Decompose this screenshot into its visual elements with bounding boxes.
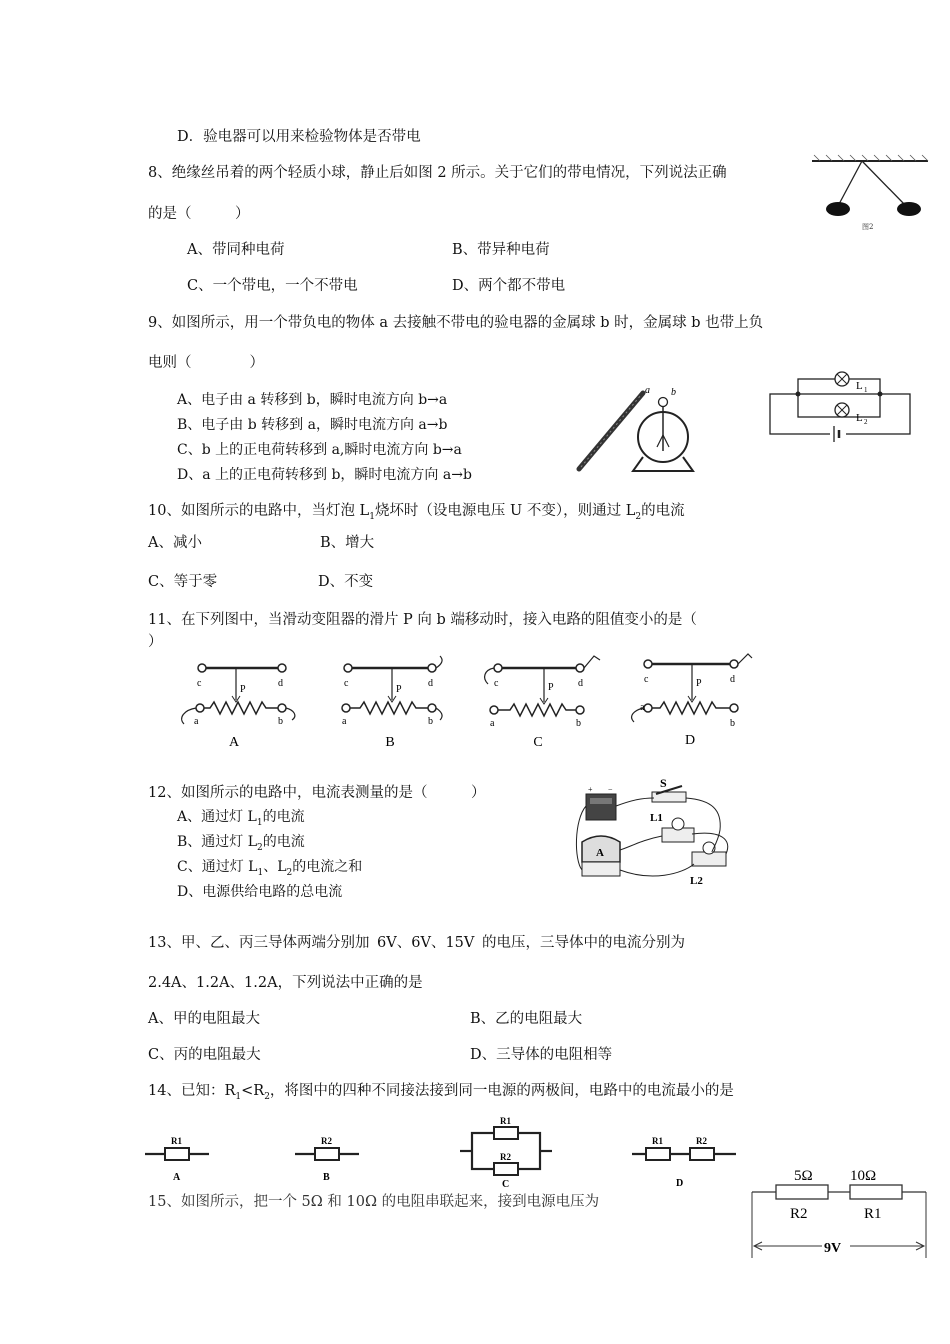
q13-stem-line1: 13、甲、乙、丙三导体两端分别加 6V、6V、15V 的电压，三导体中的电流分别为 <box>148 935 685 951</box>
q10-option-b: B、增大 <box>320 535 375 551</box>
q10-fig-l2-sub: 2 <box>864 418 868 426</box>
q8-stem-line2: 的是（ ） <box>148 206 250 222</box>
q10-fig-l2: L <box>856 412 863 424</box>
q10-option-d: D、不变 <box>318 574 374 590</box>
svg-text:a: a <box>640 702 645 713</box>
svg-text:R2: R2 <box>321 1136 332 1146</box>
svg-text:P: P <box>396 684 402 695</box>
svg-text:S: S <box>660 776 667 790</box>
svg-text:A: A <box>596 847 604 859</box>
q13-option-d: D、三导体的电阻相等 <box>470 1047 613 1063</box>
q8-option-c: C、一个带电，一个不带电 <box>187 278 358 294</box>
q14-circuit-b <box>295 1130 365 1188</box>
svg-text:a: a <box>194 716 199 727</box>
q11-rheostat-a <box>170 658 300 748</box>
q12-figure-physical-circuit <box>572 770 744 892</box>
svg-text:10Ω: 10Ω <box>850 1168 877 1184</box>
q9-stem-line2: 电则（ ） <box>148 355 264 371</box>
q14-circuit-d <box>632 1130 742 1190</box>
svg-text:c: c <box>644 674 649 685</box>
q10-option-a: A、减小 <box>148 535 202 551</box>
q14-stem: 14、已知：$R_1<R_2$，将图中的四种不同接法接到同一电源的两极间，电路中的电流最小的是 <box>148 1083 734 1102</box>
svg-text:P: P <box>240 684 246 695</box>
q11-stem-line1: 11、在下列图中，当滑动变阻器的滑片 P 向 b 端移动时，接入电路的阻值变小的是（ <box>148 612 697 628</box>
svg-text:a: a <box>342 716 347 727</box>
svg-text:−: − <box>608 785 613 794</box>
q8-option-d: D、两个都不带电 <box>452 278 566 294</box>
q14-circuit-a <box>145 1130 215 1188</box>
q12-option-a: A、通过灯 $L_1$的电流 <box>177 809 305 828</box>
q11-stem-line2: ） <box>148 634 163 650</box>
q8-option-b: B、带异种电荷 <box>452 242 550 258</box>
q12-option-d: D、电源供给电路的总电流 <box>177 884 343 900</box>
q12-option-b: B、通过灯 $L_2$的电流 <box>177 834 305 853</box>
svg-text:b: b <box>428 716 433 727</box>
svg-text:d: d <box>730 674 735 685</box>
svg-text:9V: 9V <box>824 1241 842 1256</box>
svg-text:b: b <box>576 718 581 729</box>
svg-text:b: b <box>278 716 283 727</box>
q9-option-c: C、b 上的正电荷转移到 a,瞬时电流方向 b→a <box>177 442 462 458</box>
svg-text:a: a <box>490 718 495 729</box>
svg-text:B: B <box>323 1172 330 1183</box>
svg-text:L1: L1 <box>650 812 663 824</box>
q9-figure-electroscope <box>575 385 725 475</box>
svg-text:P: P <box>696 678 702 689</box>
q13-option-c: C、丙的电阻最大 <box>148 1047 261 1063</box>
svg-text:R2: R2 <box>500 1152 511 1162</box>
q8-option-a: A、带同种电荷 <box>187 242 285 258</box>
q7-option-d: D．验电器可以用来检验物体是否带电 <box>177 129 421 145</box>
svg-text:c: c <box>494 678 499 689</box>
svg-text:d: d <box>578 678 583 689</box>
q14-circuit-c <box>460 1115 556 1191</box>
q9-option-b: B、电子由 b 转移到 a，瞬时电流方向 a→b <box>177 417 448 433</box>
svg-text:c: c <box>344 678 349 689</box>
svg-text:D: D <box>684 733 696 748</box>
svg-text:b: b <box>730 718 735 729</box>
q11-rheostat-b <box>320 658 450 748</box>
svg-text:c: c <box>197 678 202 689</box>
svg-text:R1: R1 <box>652 1136 663 1146</box>
q13-option-b: B、乙的电阻最大 <box>470 1011 583 1027</box>
svg-text:A: A <box>173 1172 181 1183</box>
q10-stem: 10、如图所示的电路中，当灯泡 $L_1$烧坏时（设电源电压 U 不变），则通过 $L_2$的电流 <box>148 503 685 522</box>
q9-label-b: b <box>671 387 676 398</box>
q10-figure-parallel-circuit <box>768 368 913 438</box>
q10-fig-l1-sub: 1 <box>864 386 868 394</box>
q10-fig-l1: L <box>856 380 863 392</box>
svg-text:C: C <box>533 735 543 750</box>
svg-text:d: d <box>428 678 433 689</box>
svg-text:C: C <box>502 1179 510 1190</box>
q11-rheostat-c <box>470 650 610 748</box>
svg-text:R2: R2 <box>696 1136 707 1146</box>
q9-option-a: A、电子由 a 转移到 b，瞬时电流方向 b→a <box>177 392 448 408</box>
svg-text:D: D <box>676 1178 684 1189</box>
svg-text:B: B <box>385 735 395 750</box>
q15-figure-series-resistors <box>746 1160 936 1266</box>
svg-text:+: + <box>588 785 593 794</box>
q9-option-d: D、a 上的正电荷转移到 b，瞬时电流方向 a→b <box>177 467 472 483</box>
svg-text:5Ω: 5Ω <box>794 1168 813 1184</box>
svg-text:R1: R1 <box>171 1136 182 1146</box>
svg-text:R1: R1 <box>500 1116 511 1126</box>
q12-stem: 12、如图所示的电路中，电流表测量的是（ ） <box>148 785 486 801</box>
q8-fig-label: 图2 <box>862 223 874 231</box>
q10-option-c: C、等于零 <box>148 574 218 590</box>
q9-label-a: a <box>645 385 650 396</box>
q8-figure-pendulum <box>810 150 940 235</box>
svg-text:d: d <box>278 678 283 689</box>
q15-stem: 15、如图所示，把一个 5Ω 和 10Ω 的电阻串联起来，接到电源电压为 <box>148 1194 600 1210</box>
q13-stem-line2: 2.4A、1.2A、1.2A，下列说法中正确的是 <box>148 975 423 991</box>
svg-text:P: P <box>548 682 554 693</box>
q11-rheostat-d <box>620 650 760 748</box>
svg-text:L2: L2 <box>690 875 703 887</box>
q13-option-a: A、甲的电阻最大 <box>148 1011 260 1027</box>
svg-text:A: A <box>228 735 240 750</box>
q12-option-c: C、通过灯 $L_1$、$L_2$的电流之和 <box>177 859 363 878</box>
svg-text:R1: R1 <box>864 1206 882 1222</box>
q9-stem-line1: 9、如图所示，用一个带负电的物体 a 去接触不带电的验电器的金属球 b 时，金属球 b 也带上负 <box>148 315 764 331</box>
q8-stem-line1: 8、绝缘丝吊着的两个轻质小球，静止后如图 2 所示。关于它们的带电情况，下列说法正确 <box>148 165 727 181</box>
svg-text:R2: R2 <box>790 1206 808 1222</box>
